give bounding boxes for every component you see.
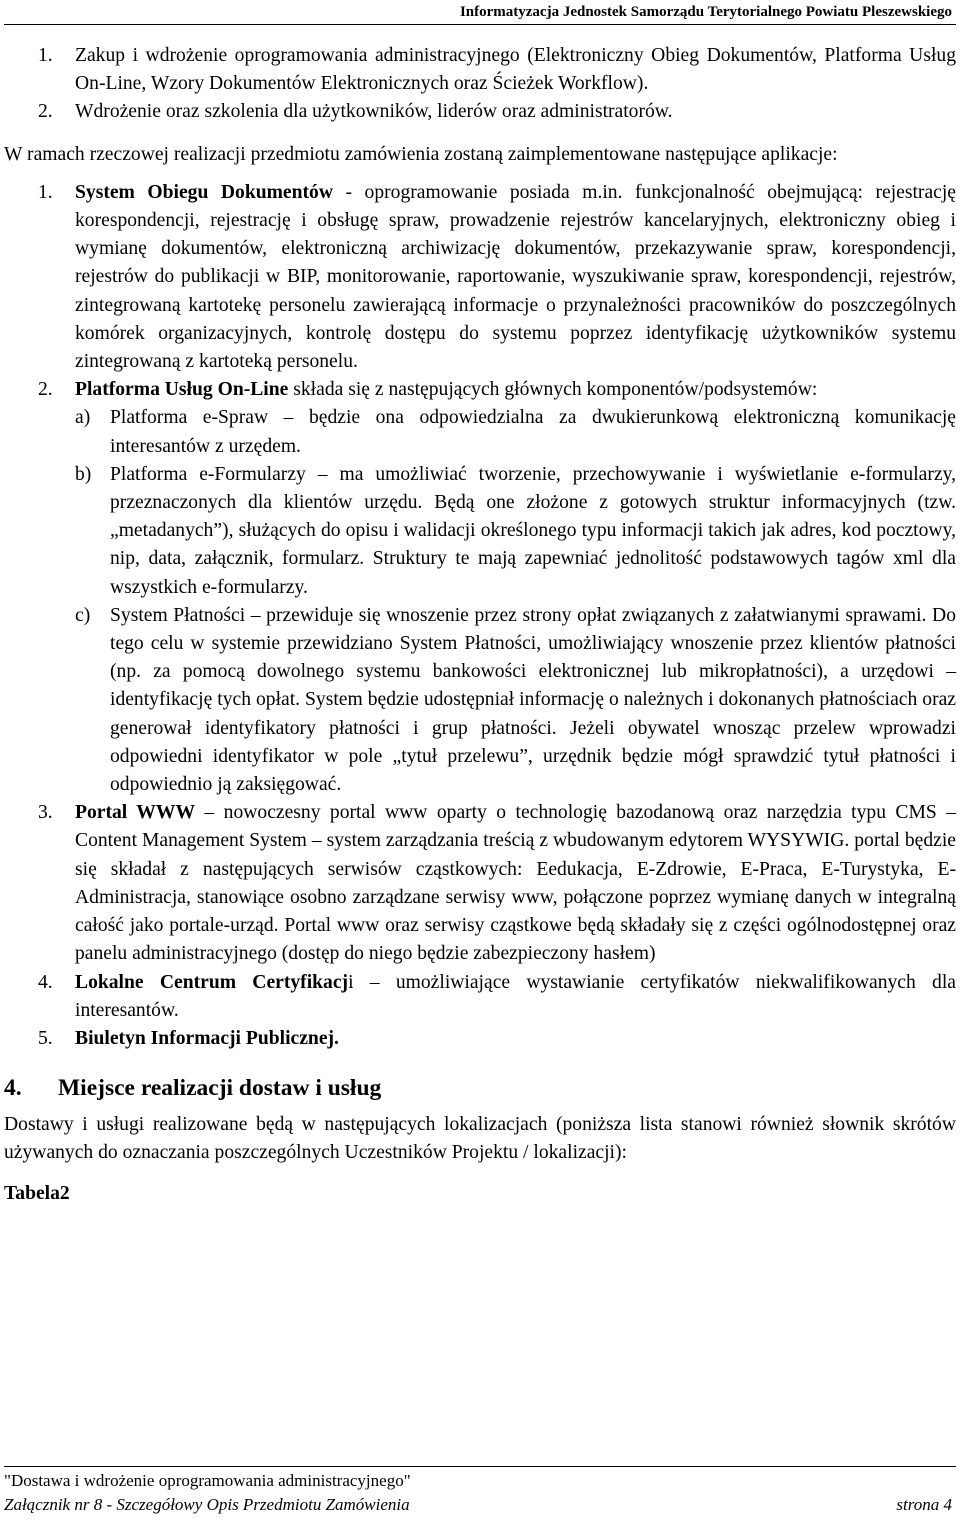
sub-text: System Płatności – przewiduje się wnoszenie przez strony opłat związanych z załatwianymi sprawami. Do tego celu w systemie przewidziano System Płatności, umożliwiający wnoszenie przez klientów płatności (np. za pomocą dowolnego systemu bankowości elektronicznej lub mikropłatności), a urzędowi – identyfikację tych opłat. System będzie udostępniał informację o należnych i dokonanych płatnościach oraz generował identyfikatory płatności i grup płatności. Jeżeli obywatel wnosząc przelew wprowadzi odpowiedni identyfikator w pole „tytuł przelewu”, urzędnik będzie mógł sprawdzić tytuł płatności i odpowiednio ją zaksięgować. bbox=[110, 604, 956, 796]
section-paragraph: Dostawy i usługi realizowane będą w następujących lokalizacjach (poniższa lista stanowi również słownik skrótów używanych do oznaczania poszczególnych Uczestników Projektu / lokalizacji): bbox=[4, 1114, 956, 1164]
app-item-bip bbox=[4, 1025, 956, 1053]
intro-paragraph: W ramach rzeczowej realizacji przedmiotu zamówienia zostaną zaimplementowane następujące aplikacje: bbox=[4, 143, 838, 165]
footer-rule bbox=[4, 1466, 956, 1467]
sub-letter: a) bbox=[75, 407, 91, 429]
list-number: 1. bbox=[38, 181, 53, 203]
intro-list-item bbox=[4, 98, 956, 126]
section-number: 4. bbox=[4, 1075, 22, 1102]
app-item-document-system bbox=[4, 179, 956, 376]
footer-project-title: "Dostawa i wdrożenie oprogramowania administracyjnego" bbox=[4, 1471, 411, 1490]
running-header: Informatyzacja Jednostek Samorządu Terytorialnego Powiatu Pleszewskiego bbox=[459, 4, 952, 20]
section-heading bbox=[4, 1073, 956, 1103]
sub-text: Platforma e-Formularzy – ma umożliwiać tworzenie, przechowywanie i wyświetlanie e-formularzy, przeznaczonych dla klientów urzędu. Będą one złożone z gotowych struktur informacyjnych (tzw. „metadanych”), służących do opisu i walidacji określonego typu informacji takich jak adres, kod pocztowy, nip, data, załącznik, formularz. Struktury te mają zapewniać jednolitość podstawowych tagów xml dla wszystkich e-formularzy. bbox=[110, 463, 956, 598]
intro-list-item bbox=[4, 42, 956, 98]
app-title: Platforma Usług On-Line bbox=[75, 379, 289, 401]
app-item-certification-center bbox=[4, 969, 956, 1025]
app-title: System Obiegu Dokumentów bbox=[75, 181, 333, 203]
page-number: strona 4 bbox=[896, 1495, 952, 1514]
list-number: 4. bbox=[38, 971, 53, 993]
list-number: 2. bbox=[38, 101, 53, 123]
app-description: – nowoczesny portal www oparty o technologię bazodanową oraz narzędzia typu CMS – Content Management System – system zarządzania treścią z wbudowanym edytorem WYSYWIG. portal będzie się składał z następujących serwisów cząstkowych: Eedukacja, E-Zdrowie, E-Praca, E-Turystyka, E-Administracja, stanowiące osobno zarządzane serwisy www, połączone poprzez wymianę danych w integralną całość jako portale-urząd. Portal www oraz serwisy cząstkowe będą składały się z części ogólnodostępnej oraz panelu administracyjnego (dostęp do niego będzie zabezpieczony hasłem) bbox=[75, 802, 956, 965]
app-description: składa się z następujących głównych komponentów/podsystemów: bbox=[288, 379, 818, 401]
list-number: 3. bbox=[38, 802, 53, 824]
app-description: – umożliwiające wystawianie certyfikatów niekwalifikowanych dla interesantów. bbox=[75, 971, 956, 1021]
subitem-e-spraw bbox=[4, 404, 956, 460]
footer bbox=[4, 1494, 952, 1516]
app-item-online-platform bbox=[4, 376, 956, 404]
app-title: Biuletyn Informacji Publicznej. bbox=[75, 1027, 339, 1049]
list-item-text: Zakup i wdrożenie oprogramowania administracyjnego (Elektroniczny Obieg Dokumentów, Platforma Usług On-Line, Wzory Dokumentów Elektronicznych oraz Ścieżek Workflow). bbox=[75, 45, 956, 95]
header-rule bbox=[4, 24, 956, 25]
app-title: Portal WWW bbox=[75, 802, 196, 824]
table-label: Tabela2 bbox=[4, 1182, 70, 1204]
subitem-system-platnosci bbox=[4, 602, 956, 799]
list-item-text: Wdrożenie oraz szkolenia dla użytkowników, liderów oraz administratorów. bbox=[75, 101, 673, 123]
sub-letter: b) bbox=[75, 463, 92, 485]
app-title-suffix: i bbox=[348, 971, 354, 993]
page-content bbox=[4, 42, 956, 1208]
list-number: 5. bbox=[38, 1027, 53, 1049]
sub-letter: c) bbox=[75, 604, 91, 626]
app-description: - oprogramowanie posiada m.in. funkcjonalność obejmującą: rejestrację korespondencji, rejestrację i obsługę spraw, prowadzenie rejestrów kancelaryjnych, elektroniczny obieg i wymianę dokumentów, elektroniczną archiwizację dokumentów, przekazywanie spraw, korespondencji, rejestrów do publikacji w BIP, monitorowanie, raportowanie, wyszukiwanie spraw, korespondencji, rejestrów, zintegrowaną kartotekę personelu zawierającą informacje o przynależności pracowników do poszczególnych komórek organizacyjnych, kontrolę dostępu do systemu poprzez identyfikację użytkowników systemu zintegrowaną z kartoteką personelu. bbox=[75, 181, 956, 373]
sub-text: Platforma e-Spraw – będzie ona odpowiedzialna za dwukierunkową elektroniczną komunikację interesantów z urzędem. bbox=[110, 407, 956, 457]
section-title: Miejsce realizacji dostaw i usług bbox=[58, 1075, 382, 1102]
subitem-e-formularzy bbox=[4, 461, 956, 602]
footer-attachment-name: Załącznik nr 8 - Szczegółowy Opis Przedmiotu Zamówienia bbox=[4, 1495, 410, 1514]
list-number: 2. bbox=[38, 379, 53, 401]
app-title: Lokalne Centrum Certyfikacj bbox=[75, 971, 349, 993]
app-item-portal-www bbox=[4, 799, 956, 968]
list-number: 1. bbox=[38, 45, 53, 66]
